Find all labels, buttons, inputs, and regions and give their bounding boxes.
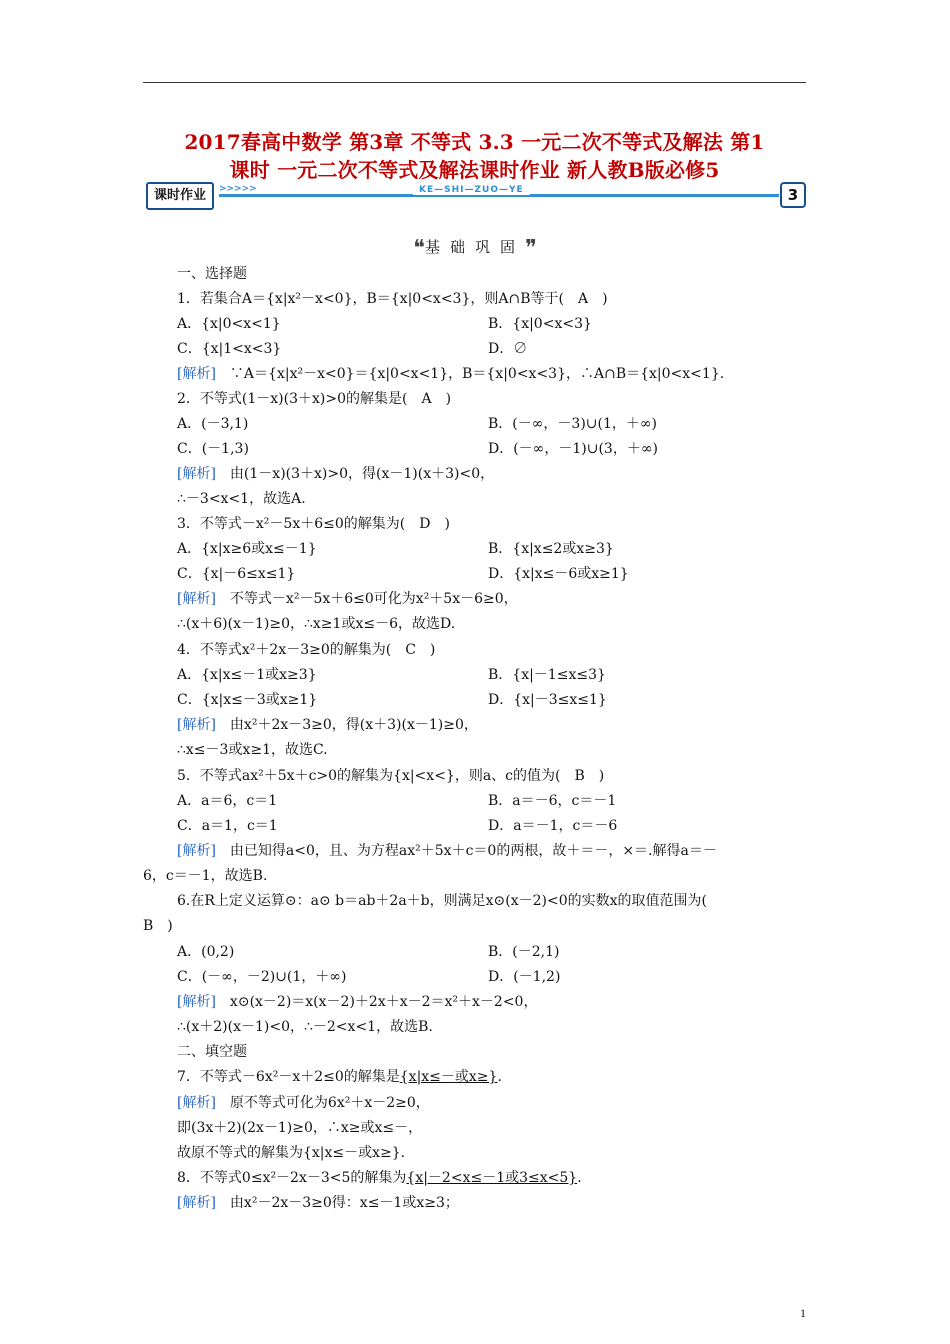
q3-option-a: A．{x|x≥6或x≤－1} (177, 541, 317, 557)
banner-pinyin: KE—SHI—ZUO—YE (413, 185, 530, 195)
homework-banner (143, 180, 806, 210)
title-line-1: 2017春高中数学 第3章 不等式 3.3 一元二次不等式及解法 第1 (184, 130, 765, 154)
q2-analysis (177, 464, 494, 484)
q7-end: . (497, 1069, 502, 1085)
q1-option-d: D．∅ (488, 341, 528, 357)
choice-heading: 一、选择题 (177, 266, 247, 282)
q4-stem: 4．不等式x²＋2x－3≥0的解集为( C ) (177, 642, 436, 658)
q7-analysis-cont: 即(3x＋2)(2x－1)≥0，∴x≥或x≤－， (177, 1120, 423, 1136)
q8-answer: {x|－2<x≤－1或3≤x<5} (406, 1170, 578, 1186)
q3-analysis (177, 589, 518, 609)
q6-option-d: D．(－1,2) (488, 969, 561, 985)
q2-option-a: A．(－3,1) (177, 416, 249, 432)
q6-option-b: B．(－2,1) (488, 944, 560, 960)
q6-analysis (177, 992, 537, 1012)
q2-option-c: C．(－1,3) (177, 441, 249, 457)
q2-analysis-cont: ∴－3<x<1，故选A. (177, 491, 306, 507)
q6-option-c: C．(－∞，－2)∪(1，＋∞) (177, 969, 347, 985)
q8-stem-text: 8．不等式0≤x²－2x－3<5的解集为 (177, 1170, 407, 1186)
q8-end: . (577, 1170, 582, 1186)
q4-option-d: D．{x|－3≤x≤1} (488, 692, 607, 708)
q3-option-d: D．{x|x≤－6或x≥1} (488, 566, 629, 582)
q8-stem (177, 1168, 582, 1188)
q4-analysis-cont: ∴x≤－3或x≥1，故选C. (177, 742, 328, 758)
q7-analysis-text: 原不等式可化为6x²＋x－2≥0， (215, 1095, 430, 1111)
section-heading-text: 基础巩固 (424, 238, 525, 256)
analysis-tag: [解析] (177, 1195, 216, 1211)
analysis-tag: [解析] (177, 591, 216, 607)
page-number: 1 (800, 1306, 806, 1320)
q1-stem: 1．若集合A＝{x|x²－x<0}，B＝{x|0<x<3}，则A∩B等于( A ) (177, 291, 608, 307)
q1-option-c: C．{x|1<x<3} (177, 341, 282, 357)
q1-analysis (177, 364, 724, 384)
analysis-tag: [解析] (177, 994, 216, 1010)
q5-analysis (177, 841, 717, 861)
q2-stem: 2．不等式(1－x)(3＋x)>0的解集是( A ) (177, 391, 452, 407)
q5-option-a: A．a＝6，c＝1 (177, 793, 278, 809)
q7-stem-text: 7．不等式－6x²－x＋2≤0的解集是 (177, 1069, 400, 1085)
q4-option-b: B．{x|－1≤x≤3} (488, 667, 606, 683)
q2-option-d: D．(－∞，－1)∪(3，＋∞) (488, 441, 658, 457)
q4-option-a: A．{x|x≤－1或x≥3} (177, 667, 317, 683)
q3-option-b: B．{x|x≤2或x≥3} (488, 541, 614, 557)
q8-analysis-text: 由x²－2x－3≥0得：x≤－1或x≥3； (215, 1195, 459, 1211)
q4-analysis (177, 715, 478, 735)
analysis-tag: [解析] (177, 1095, 216, 1111)
section-heading (0, 236, 950, 261)
analysis-tag: [解析] (177, 466, 216, 482)
q6-analysis-text: x⊙(x－2)＝x(x－2)＋2x＋x－2＝x²＋x－2<0， (215, 994, 538, 1010)
banner-label: 课时作业 (146, 182, 214, 210)
title-line-2: 课时 一元二次不等式及解法课时作业 新人教B版必修5 (229, 158, 720, 182)
header-rule (143, 82, 806, 83)
q3-stem: 3．不等式－x²－5x＋6≤0的解集为( D ) (177, 516, 450, 532)
q3-analysis-text: 不等式－x²－5x＋6≤0可化为x²＋5x－6≥0， (215, 591, 518, 607)
q5-option-d: D．a＝－1，c＝－6 (488, 818, 618, 834)
q4-option-c: C．{x|x≤－3或x≥1} (177, 692, 318, 708)
banner-badge: 3 (780, 182, 806, 208)
q8-analysis (177, 1193, 459, 1213)
q1-analysis-text: ∵A＝{x|x²－x<0}＝{x|0<x<1}，B＝{x|0<x<3}，∴A∩B＝{x|0<x<1}. (215, 366, 725, 382)
q1-option-a: A．{x|0<x<1} (177, 316, 281, 332)
q3-option-c: C．{x|－6≤x≤1} (177, 566, 296, 582)
q6-analysis-cont: ∴(x＋2)(x－1)<0，∴－2<x<1，故选B. (177, 1019, 433, 1035)
q7-analysis-cont-2: 故原不等式的解集为{x|x≤－或x≥}. (177, 1145, 406, 1161)
analysis-tag: [解析] (177, 717, 216, 733)
q4-analysis-text: 由x²＋2x－3≥0，得(x＋3)(x－1)≥0， (215, 717, 478, 733)
q2-option-b: B．(－∞，－3)∪(1，＋∞) (488, 416, 658, 432)
analysis-tag: [解析] (177, 366, 216, 382)
document-title (143, 128, 806, 184)
q5-option-b: B．a＝－6，c＝－1 (488, 793, 617, 809)
q6-stem-cont: B ) (143, 918, 173, 934)
q5-stem: 5．不等式ax²＋5x＋c>0的解集为{x|<x<}，则a、c的值为( B ) (177, 768, 605, 784)
q1-option-b: B．{x|0<x<3} (488, 316, 592, 332)
q2-analysis-text: 由(1－x)(3＋x)>0，得(x－1)(x＋3)<0， (215, 466, 495, 482)
banner-arrows-icon: >>>>> (219, 184, 257, 194)
q7-answer: {x|x≤－或x≥} (399, 1069, 498, 1085)
q5-analysis-cont: 6，c＝－1，故选B. (143, 868, 268, 884)
q5-analysis-text: 由已知得a<0，且、为方程ax²＋5x＋c＝0的两根，故＋＝－，×＝.解得a＝－ (215, 843, 717, 859)
close-quote-icon: ❞ (525, 236, 537, 261)
open-quote-icon: ❝ (413, 236, 425, 261)
q3-analysis-cont: ∴(x＋6)(x－1)≥0，∴x≥1或x≤－6，故选D. (177, 616, 456, 632)
q7-analysis (177, 1093, 430, 1113)
analysis-tag: [解析] (177, 843, 216, 859)
q6-option-a: A．(0,2) (177, 944, 235, 960)
q6-stem: 6.在R上定义运算⊙：a⊙ b＝ab＋2a＋b，则满足x⊙(x－2)<0的实数x的取值范围为( (177, 893, 707, 909)
fill-heading: 二、填空题 (177, 1044, 247, 1060)
q7-stem (177, 1067, 502, 1087)
q5-option-c: C．a＝1，c＝1 (177, 818, 278, 834)
